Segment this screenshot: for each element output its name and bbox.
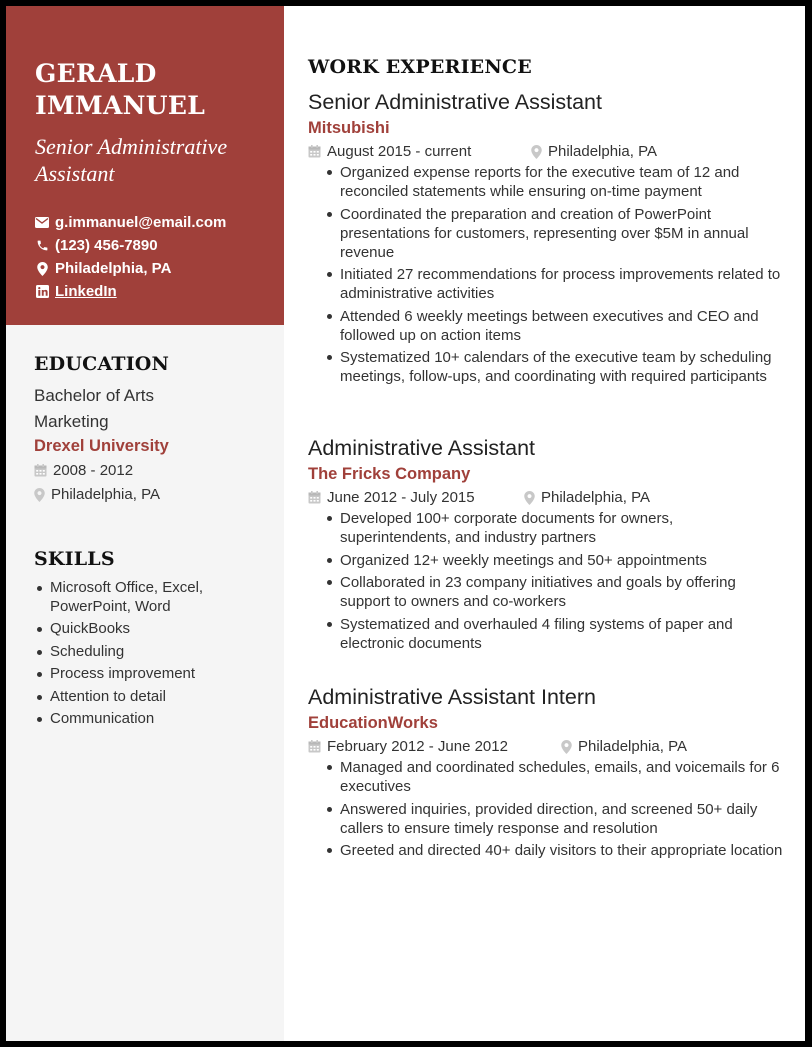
- phone-text: (123) 456-7890: [55, 237, 158, 254]
- name-first: GERALD: [35, 59, 157, 88]
- job-dates-text: June 2012 - July 2015: [327, 489, 475, 506]
- job-company: Mitsubishi: [308, 119, 390, 137]
- sidebar-header: [6, 6, 284, 325]
- job-meta: [308, 487, 788, 509]
- job-bullet: Managed and coordinated schedules, emails, and voicemails for 6 executives: [340, 758, 786, 796]
- work-experience-heading: WORK EXPERIENCE: [308, 56, 532, 78]
- job-bullets: [340, 509, 786, 653]
- job-bullets: [340, 758, 786, 860]
- education-heading: EDUCATION: [34, 353, 170, 375]
- map-pin-icon: [561, 740, 572, 754]
- job-title: Administrative Assistant: [308, 436, 536, 460]
- calendar-icon: [34, 464, 47, 477]
- job-bullet: Systematized 10+ calendars of the executive team by scheduling meetings, follow-ups, and coordinating with required participants: [340, 348, 786, 386]
- calendar-icon: [308, 145, 321, 158]
- job-dates: [308, 143, 471, 160]
- skill-item: QuickBooks: [50, 620, 280, 639]
- phone-icon: [35, 239, 49, 253]
- job-meta: [308, 736, 788, 758]
- calendar-icon: [308, 491, 321, 504]
- map-pin-icon: [34, 488, 45, 502]
- skill-item: Microsoft Office, Excel, PowerPoint, Word: [50, 579, 280, 616]
- job-bullet: Organized expense reports for the executive team of 12 and reconciled statements while ensuring on-time payment: [340, 163, 786, 201]
- education-degree: Bachelor of Arts: [34, 386, 155, 405]
- contact-email[interactable]: [35, 214, 226, 231]
- job-company: EducationWorks: [308, 714, 438, 732]
- job-bullet: Collaborated in 23 company initiatives and goals by offering support to owners and co-workers: [340, 573, 786, 611]
- map-pin-icon: [524, 491, 535, 505]
- job-location-text: Philadelphia, PA: [578, 738, 687, 755]
- email-text: g.immanuel@email.com: [55, 214, 227, 231]
- job-bullets: [340, 163, 786, 386]
- calendar-icon: [308, 740, 321, 753]
- education-years: [34, 462, 133, 479]
- job-bullet: Organized 12+ weekly meetings and 50+ appointments: [340, 551, 786, 570]
- education-location: [34, 486, 160, 503]
- job-location: [561, 738, 687, 755]
- contact-phone[interactable]: [35, 237, 158, 254]
- job-location-text: Philadelphia, PA: [548, 143, 657, 160]
- job-location: [531, 143, 657, 160]
- education-location-text: Philadelphia, PA: [51, 486, 160, 503]
- location-text: Philadelphia, PA: [55, 260, 172, 277]
- skill-item: Process improvement: [50, 665, 280, 684]
- job-bullet: Answered inquiries, provided direction, and screened 50+ daily callers to ensure timely response and resolution: [340, 800, 786, 838]
- job-bullet: Coordinated the preparation and creation of PowerPoint presentations for customers, representing over $5M in annual revenue: [340, 205, 786, 262]
- name-last: IMMANUEL: [35, 91, 206, 120]
- education-years-text: 2008 - 2012: [53, 462, 134, 479]
- sidebar: [6, 6, 284, 1041]
- job-bullet: Systematized and overhauled 4 filing systems of paper and electronic documents: [340, 615, 786, 653]
- job-bullet: Greeted and directed 40+ daily visitors to their appropriate location: [340, 841, 786, 860]
- resume-page: [6, 6, 805, 1041]
- candidate-name: [35, 58, 275, 122]
- job-entry: [308, 89, 788, 390]
- job-location-text: Philadelphia, PA: [541, 489, 650, 506]
- job-meta: [308, 141, 788, 163]
- job-entry: [308, 684, 788, 864]
- contact-linkedin[interactable]: [35, 283, 117, 300]
- envelope-icon: [35, 216, 49, 230]
- job-dates: [308, 489, 475, 506]
- map-pin-icon: [35, 262, 49, 276]
- job-dates-text: August 2015 - current: [327, 143, 472, 160]
- job-title: Administrative Assistant Intern: [308, 685, 596, 709]
- education-school: Drexel University: [34, 437, 169, 455]
- job-dates: [308, 738, 508, 755]
- skills-list: [50, 579, 280, 733]
- skill-item: Attention to detail: [50, 688, 280, 707]
- candidate-role: Senior Administrative Assistant: [35, 134, 228, 186]
- contact-location: [35, 260, 171, 277]
- skill-item: Scheduling: [50, 643, 280, 662]
- job-bullet: Developed 100+ corporate documents for owners, superintendents, and industry partners: [340, 509, 786, 547]
- linkedin-icon: [35, 285, 49, 299]
- job-company: The Fricks Company: [308, 465, 471, 483]
- job-dates-text: February 2012 - June 2012: [327, 738, 508, 755]
- linkedin-link[interactable]: LinkedIn: [55, 283, 117, 300]
- job-location: [524, 489, 650, 506]
- job-bullet: Attended 6 weekly meetings between executives and CEO and followed up on action items: [340, 307, 786, 345]
- job-title: Senior Administrative Assistant: [308, 90, 602, 114]
- education-major: Marketing: [34, 412, 109, 431]
- job-entry: [308, 435, 788, 656]
- skills-heading: SKILLS: [34, 548, 115, 570]
- map-pin-icon: [531, 145, 542, 159]
- skill-item: Communication: [50, 710, 280, 729]
- job-bullet: Initiated 27 recommendations for process improvements related to administrative activities: [340, 265, 786, 303]
